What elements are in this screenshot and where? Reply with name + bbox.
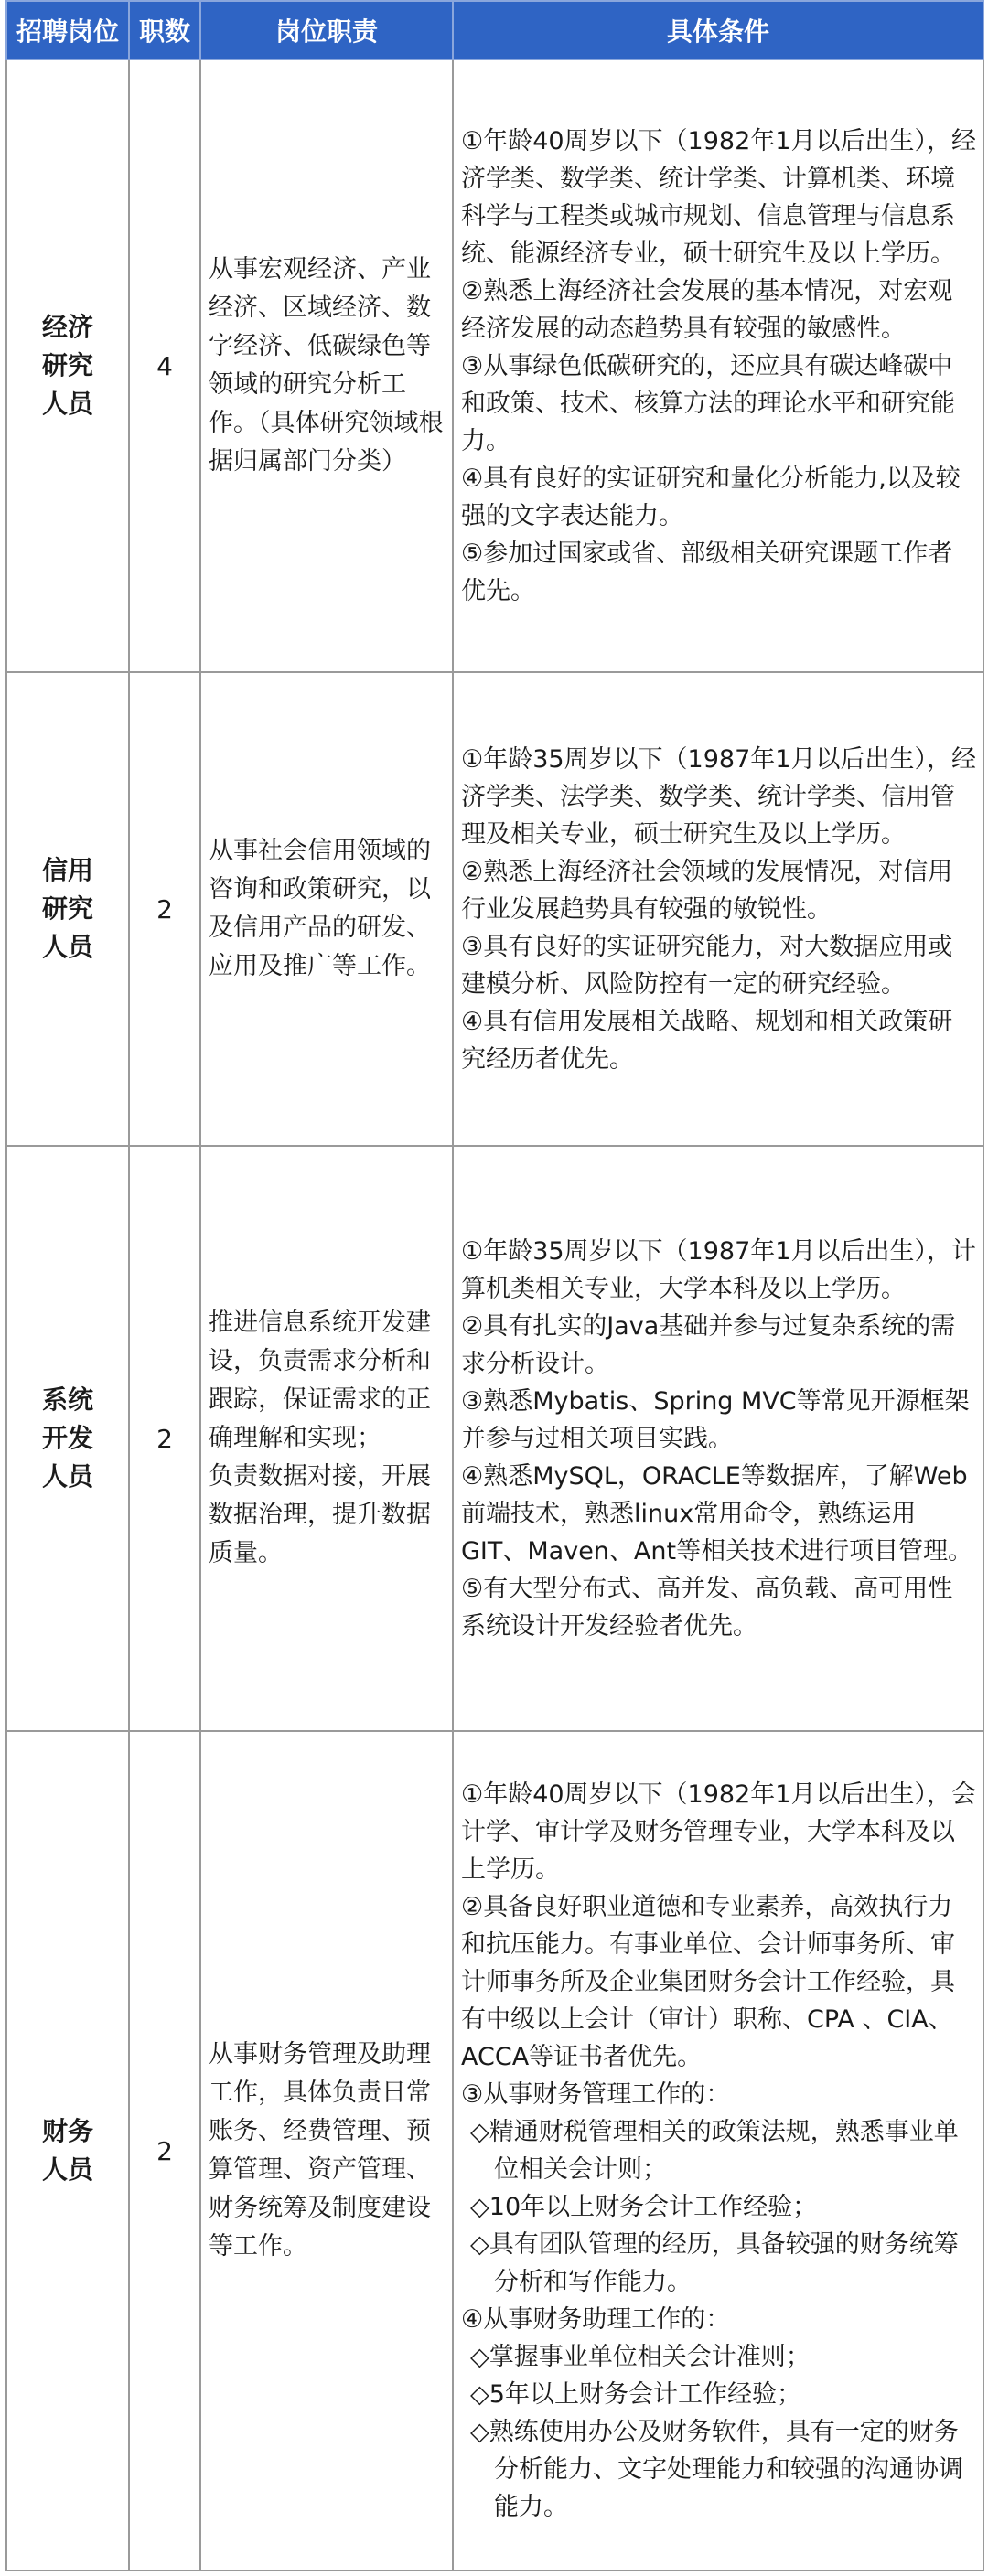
position-duties: 推进信息系统开发建设，负责需求分析和跟踪，保证需求的正确理解和实现； 负责数据对接，开展数据治理，提升数据质量。 [200, 1146, 453, 1731]
position-conditions [453, 1731, 983, 2571]
recruitment-table [5, 0, 984, 2571]
condition-item: ⑤有大型分布式、高并发、高负载、高可用性系统设计开发经验者优先。 [461, 1574, 953, 1641]
condition-item: ④熟悉MySQL，ORACLE等数据库，了解Web前端技术，熟悉linux常用命令，熟练运用GIT、Maven、Ant等相关技术进行项目管理。 [461, 1461, 973, 1566]
header-conditions: 具体条件 [453, 1, 983, 59]
position-conditions [453, 59, 983, 672]
position-count: 2 [129, 1731, 200, 2571]
condition-item: ②具备良好职业道德和专业素养，高效执行力和抗压能力。有事业单位、会计师事务所、审计师事务所及企业集团财务会计工作经验，具有中级以上会计（审计）职称、CPA 、CIA、ACCA等证书者优先。 [461, 1893, 955, 2071]
condition-item: ④具有信用发展相关战略、规划和相关政策研究经历者优先。 [461, 1007, 953, 1074]
condition-item: ②具有扎实的Java基础并参与过复杂系统的需求分析设计。 [461, 1311, 956, 1378]
condition-item: ③从事绿色低碳研究的，还应具有碳达峰碳中和政策、技术、核算方法的理论水平和研究能力。 [461, 351, 955, 455]
condition-item: ①年龄35周岁以下（1987年1月以后出生），经济学类、法学类、数学类、统计学类、信用管理及相关专业，硕士研究生及以上学历。 [461, 744, 976, 849]
condition-item: ①年龄40周岁以下（1982年1月以后出生），会计学、审计学及财务管理专业，大学本科及以上学历。 [461, 1780, 976, 1884]
table-row [6, 59, 983, 672]
position-duties: 从事财务管理及助理工作，具体负责日常账务、经费管理、预算管理、资产管理、财务统筹及制度建设等工作。 [200, 1731, 453, 2571]
position-title: 财务 人员 [6, 1731, 129, 2571]
position-title: 经济 研究 人员 [6, 59, 129, 672]
condition-subitem: ◇具有团队管理的经历，具备较强的财务统筹分析和写作能力。 [470, 2230, 959, 2296]
condition-item: ①年龄35周岁以下（1987年1月以后出生），计算机类相关专业，大学本科及以上学历。 [461, 1236, 976, 1303]
condition-item: ③熟悉Mybatis、Spring MVC等常见开源框架并参与过相关项目实践。 [461, 1386, 970, 1453]
position-conditions [453, 672, 983, 1146]
condition-subitem: ◇10年以上财务会计工作经验； [470, 2193, 818, 2221]
header-count: 职数 [129, 1, 200, 59]
condition-subitem: ◇5年以上财务会计工作经验； [470, 2380, 801, 2409]
position-duties: 从事宏观经济、产业经济、区域经济、数字经济、低碳绿色等领域的研究分析工作。（具体研究领域根据归属部门分类） [200, 59, 453, 672]
condition-item: ④具有良好的实证研究和量化分析能力,以及较强的文字表达能力。 [461, 464, 961, 530]
position-count: 4 [129, 59, 200, 672]
condition-item: ②熟悉上海经济社会领域的发展情况，对信用行业发展趋势具有较强的敏锐性。 [461, 857, 953, 924]
position-title: 信用 研究 人员 [6, 672, 129, 1146]
position-duties: 从事社会信用领域的咨询和政策研究，以及信用产品的研发、应用及推广等工作。 [200, 672, 453, 1146]
condition-item: ⑤参加过国家或省、部级相关研究课题工作者优先。 [461, 539, 953, 605]
condition-subitem: ◇掌握事业单位相关会计准则； [470, 2343, 811, 2371]
condition-subitem: ◇熟练使用办公及财务软件，具有一定的财务分析能力、文字处理能力和较强的沟通协调能力。 [470, 2418, 963, 2521]
table-row [6, 1146, 983, 1731]
condition-item: ②熟悉上海经济社会发展的基本情况，对宏观经济发展的动态趋势具有较强的敏感性。 [461, 276, 953, 343]
condition-subitem: ◇精通财税管理相关的政策法规，熟悉事业单位相关会计则； [470, 2118, 959, 2184]
position-count: 2 [129, 1146, 200, 1731]
position-title: 系统 开发 人员 [6, 1146, 129, 1731]
condition-item: ③具有良好的实证研究能力，对大数据应用或建模分析、风险防控有一定的研究经验。 [461, 932, 953, 999]
header-position: 招聘岗位 [6, 1, 129, 59]
table-row [6, 1731, 983, 2571]
condition-item: ④从事财务助理工作的： [461, 2305, 731, 2334]
condition-item: ③从事财务管理工作的： [461, 2080, 731, 2109]
header-row [6, 1, 983, 59]
position-conditions [453, 1146, 983, 1731]
header-duties: 岗位职责 [200, 1, 453, 59]
position-count: 2 [129, 672, 200, 1146]
table-row [6, 672, 983, 1146]
condition-item: ①年龄40周岁以下（1982年1月以后出生），经济学类、数学类、统计学类、计算机类、环境科学与工程类或城市规划、信息管理与信息系统、能源经济专业，硕士研究生及以上学历。 [461, 126, 976, 268]
